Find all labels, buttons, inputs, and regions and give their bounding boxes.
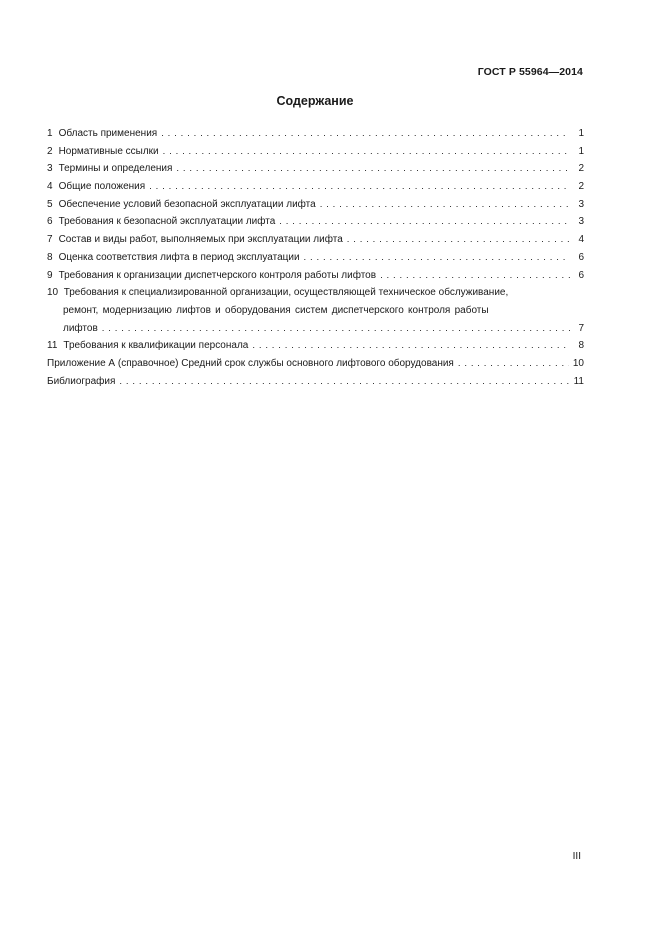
toc-entry-number: 9 bbox=[47, 269, 53, 281]
toc-entry-text: Требования к квалификации персонала bbox=[63, 340, 249, 352]
toc-entry-line bbox=[47, 320, 584, 338]
toc-entry[interactable] bbox=[47, 337, 584, 355]
toc-entry-text: Приложение А (справочное) Средний срок службы основного лифтового оборудования bbox=[47, 357, 454, 369]
toc-entry-appendix[interactable] bbox=[47, 355, 584, 373]
toc-entry-page: 6 bbox=[578, 269, 584, 281]
toc-entry-text: Нормативные ссылки bbox=[58, 145, 159, 157]
toc-entry-number: 3 bbox=[47, 163, 53, 175]
toc-entry-page: 7 bbox=[578, 322, 584, 334]
toc-entry-text: Область применения bbox=[58, 128, 158, 139]
toc-entry-page: 1 bbox=[578, 145, 584, 157]
toc-leader-dots bbox=[102, 320, 570, 338]
toc-entry[interactable] bbox=[47, 267, 584, 285]
toc-entry-text: лифтов bbox=[63, 322, 98, 334]
toc-leader-dots bbox=[176, 160, 570, 178]
toc-entry-text: Состав и виды работ, выполняемых при эксплуатации лифта bbox=[58, 234, 343, 246]
toc-entry-text: Требования к безопасной эксплуатации лифта bbox=[58, 216, 276, 228]
toc-entry-text: Термины и определения bbox=[58, 163, 173, 175]
toc-entry-page: 2 bbox=[578, 181, 584, 193]
toc-entry-line: ремонт, модернизацию лифтов и оборудования систем диспетчерского контроля работы bbox=[63, 304, 489, 316]
toc-leader-dots bbox=[380, 267, 570, 285]
toc-leader-dots bbox=[347, 231, 570, 249]
toc-entry-page: 3 bbox=[578, 198, 584, 210]
toc-entry[interactable] bbox=[47, 143, 584, 161]
table-of-contents bbox=[47, 125, 584, 390]
toc-leader-dots bbox=[458, 355, 569, 373]
page-number: III bbox=[572, 851, 581, 862]
toc-entry[interactable] bbox=[47, 213, 584, 231]
toc-entry-text: Библиография bbox=[47, 375, 116, 387]
toc-entry-bibliography[interactable] bbox=[47, 373, 584, 391]
toc-leader-dots bbox=[304, 249, 570, 267]
toc-entry-multiline[interactable] bbox=[47, 284, 584, 337]
toc-entry-page: 3 bbox=[578, 216, 584, 228]
toc-entry-text: Обеспечение условий безопасной эксплуатации лифта bbox=[58, 198, 316, 210]
toc-entry[interactable] bbox=[47, 196, 584, 214]
toc-entry-number: 5 bbox=[47, 198, 53, 210]
toc-entry-page: 1 bbox=[578, 128, 584, 139]
toc-entry-text: Требования к специализированной организации, осуществляющей техническое обслуживание, bbox=[63, 287, 509, 299]
toc-leader-dots bbox=[119, 373, 569, 391]
toc-entry-page: 11 bbox=[573, 375, 584, 387]
toc-entry-text: Общие положения bbox=[58, 181, 146, 193]
toc-leader-dots bbox=[252, 337, 570, 355]
toc-entry-number: 6 bbox=[47, 216, 53, 228]
standard-code: ГОСТ Р 55964—2014 bbox=[477, 66, 583, 78]
toc-entry-number: 10 bbox=[47, 287, 59, 299]
toc-entry-page: 10 bbox=[572, 357, 584, 369]
toc-leader-dots bbox=[161, 125, 570, 143]
toc-entry[interactable] bbox=[47, 231, 584, 249]
toc-entry-number: 8 bbox=[47, 251, 53, 263]
toc-entry-text: Оценка соответствия лифта в период эксплуатации bbox=[58, 251, 300, 263]
toc-entry-number: 7 bbox=[47, 234, 53, 246]
toc-entry[interactable] bbox=[47, 125, 584, 143]
toc-entry-page: 2 bbox=[578, 163, 584, 175]
toc-entry[interactable] bbox=[47, 249, 584, 267]
toc-leader-dots bbox=[279, 213, 570, 231]
toc-entry-line bbox=[47, 284, 584, 302]
toc-leader-dots bbox=[149, 178, 570, 196]
toc-entry-page: 6 bbox=[578, 251, 584, 263]
toc-entry[interactable] bbox=[47, 178, 584, 196]
toc-entry-page: 4 bbox=[578, 234, 584, 246]
toc-entry-number: 4 bbox=[47, 181, 53, 193]
toc-entry[interactable] bbox=[47, 160, 584, 178]
toc-leader-dots bbox=[163, 143, 570, 161]
toc-entry-page: 8 bbox=[578, 340, 584, 352]
toc-leader-dots bbox=[320, 196, 570, 214]
toc-entry-number: 11 bbox=[47, 340, 58, 352]
toc-entry-text: Требования к организации диспетчерского контроля работы лифтов bbox=[58, 269, 377, 281]
toc-entry-number: 1 bbox=[47, 128, 53, 139]
toc-title: Содержание bbox=[276, 94, 354, 108]
toc-entry-number: 2 bbox=[47, 145, 53, 157]
